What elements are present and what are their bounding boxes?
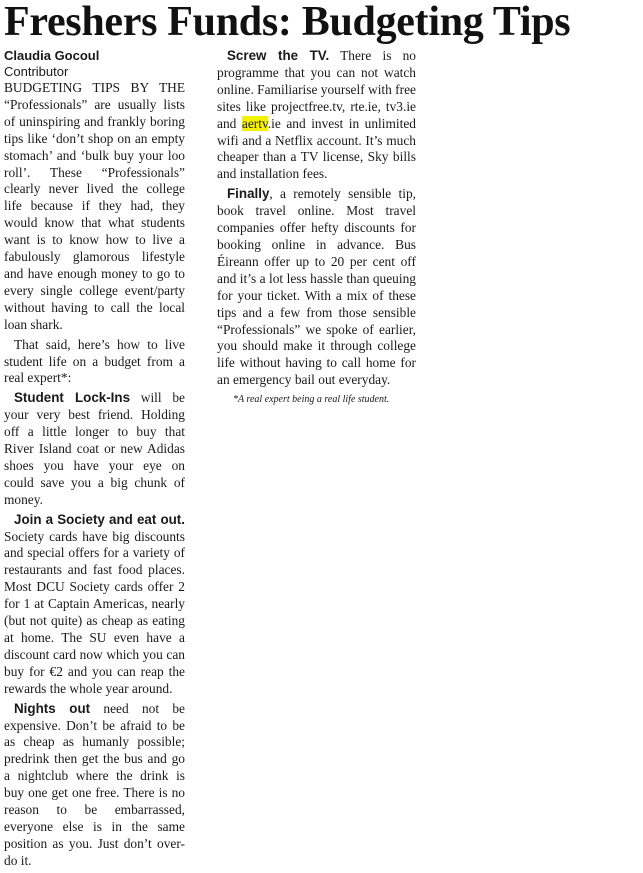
tip-body: will be your very best friend. Holding off a little longer to buy that River Island coat or new Adidas shoes you have your eye on could save you a big chunk of money. [4, 390, 185, 507]
tip-screw-the-tv [217, 48, 416, 183]
tip-finally [217, 186, 416, 389]
article-column-left [4, 48, 185, 873]
tip-lead: Nights out [14, 700, 91, 716]
tip-lead: Student Lock-Ins [14, 390, 131, 406]
tip-join-society [4, 512, 185, 698]
tip-body: There is no programme that you can not watch online. Familiarise yourself with free sites like projectfree.tv, rte.ie, tv3.ie and [217, 48, 416, 131]
footnote: *A real expert being a real life student. [233, 394, 390, 406]
article-column-right [217, 48, 416, 406]
tip-lead: Screw the TV. [227, 48, 330, 63]
tip-body: , a remotely sensible tip, book travel online. Most travel companies offer hefty discounts for booking online in advance. Bus Éireann offer up to 20 per cent off and it’s a lot less hassle than queuing for your ticket. With a mix of these tips and a few from those sensible “Professionals” we spoke of earlier, you should make it through college life without having to call home for an emergency bail out everyday. [217, 186, 416, 388]
intro-paragraph: BUDGETING TIPS BY THE “Professionals” are usually lists of uninspiring and frankly boring tips like ‘don’t shop on an empty stomach’ and ‘bulk buy your loo roll’. These “Professionals” clearly never lived the college life because if they had, they would know that what students want is to know how to live a fabulously glamorous lifestyle and have enough money to go to every single college event/party without having to call the local loan shark. [4, 80, 185, 332]
setup-paragraph: That said, here’s how to live student life on a budget from a real expert*: [4, 336, 185, 386]
tip-body: Society cards have big discounts and special offers for a variety of restaurants and fast food places. Most DCU Society cards offer 2 for 1 at Captain Americas, nearly (but not quite) as cheap as eating at home. The SU even have a discount card now which you can buy for €2 and you can reap the rewards the whole year around. [4, 528, 185, 696]
tip-body: need not be expensive. Don’t be afraid to be as cheap as humanly possible; predrink then get the bus and go a nightclub where the drink is buy one get one free. There is no reason to be embarrassed, everyone else is in the same position as you. Just don’t over-do it. [4, 700, 185, 868]
highlighted-text: aertv [241, 115, 268, 131]
author-name: Claudia Gocoul [4, 48, 100, 63]
headline: Freshers Funds: Budgeting Tips [4, 0, 571, 45]
tip-body: .ie and invest in unlimited wifi and a Netflix account. It’s much cheaper than a TV license, Sky bills and installation fees. [217, 115, 416, 182]
tip-lead: Join a Society and eat out. [14, 511, 185, 527]
author-role: Contributor [4, 64, 69, 79]
tip-student-lock-ins [4, 390, 185, 508]
tip-nights-out [4, 701, 185, 870]
tip-lead: Finally [227, 186, 270, 202]
